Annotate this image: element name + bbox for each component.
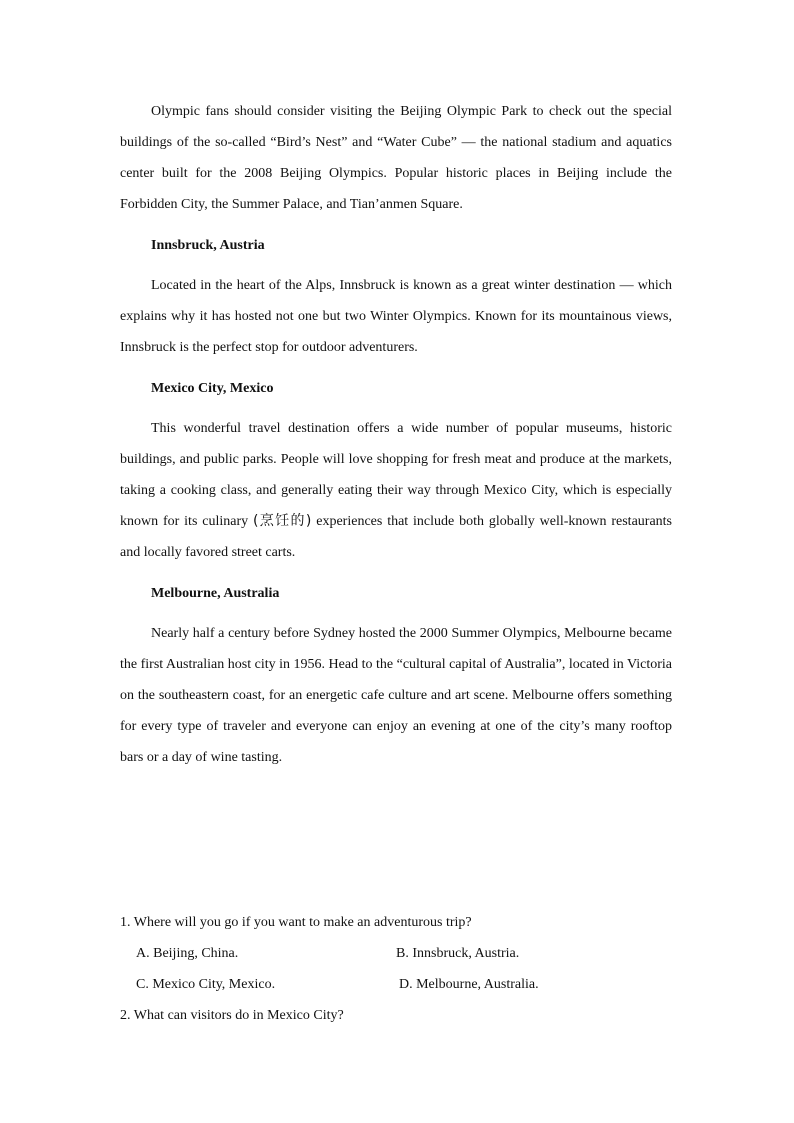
section-mexico-city <box>120 379 672 568</box>
vocabulary-gloss: (烹饪的) <box>253 513 312 529</box>
option-b[interactable]: B. Innsbruck, Austria. <box>396 946 520 961</box>
section-body: Located in the heart of the Alps, Innsbruck is known as a great winter destination — which explains why it has hosted not one but two Winter Olympics. Known for its mountainous views, Innsbruck is the perfect stop for outdoor adventurers. <box>120 278 672 355</box>
options-row <box>120 938 680 969</box>
question-text: 1. Where will you go if you want to make an adventurous trip? <box>120 915 472 930</box>
section-body-text: This wonderful travel destination offers a wide number of popular museums, historic buildings, and public parks. People will love shopping for fresh meat and produce at the markets, taking a cooking class, and generally eating their way through Mexico City, which is especially known for its culinary <box>120 421 672 529</box>
section-heading: Mexico City, Mexico <box>151 381 274 396</box>
intro-paragraph: Olympic fans should consider visiting the Beijing Olympic Park to check out the special buildings of the so-called “Bird’s Nest” and “Water Cube” — the national stadium and aquatics center built for the 2008 Beijing Olympics. Popular historic places in Beijing include the Forbidden City, the Summer Palace, and Tian’anmen Square. <box>120 104 672 212</box>
section-body <box>120 413 672 568</box>
section-body-text: experiences that include both globally well-known restaurants and locally favored street carts. <box>120 514 673 560</box>
option-c[interactable]: C. Mexico City, Mexico. <box>136 977 276 992</box>
question-1 <box>120 907 680 1000</box>
question-2 <box>120 1000 680 1031</box>
section-heading: Innsbruck, Austria <box>151 238 265 253</box>
options-row <box>120 969 680 1000</box>
reading-passage <box>120 96 672 773</box>
section-innsbruck <box>120 236 672 363</box>
question-text: 2. What can visitors do in Mexico City? <box>120 1008 344 1023</box>
section-body: Nearly half a century before Sydney hosted the 2000 Summer Olympics, Melbourne became the first Australian host city in 1956. Head to the “cultural capital of Australia”, located in Victoria on the southeastern coast, for an energetic cafe culture and art scene. Melbourne offers something for every type of traveler and everyone can enjoy an evening at one of the city’s many rooftop bars or a day of wine tasting. <box>120 626 672 765</box>
question-list <box>120 907 680 1031</box>
section-melbourne <box>120 584 672 773</box>
option-d[interactable]: D. Melbourne, Australia. <box>399 977 539 992</box>
option-a[interactable]: A. Beijing, China. <box>136 946 239 961</box>
section-heading: Melbourne, Australia <box>151 586 280 601</box>
